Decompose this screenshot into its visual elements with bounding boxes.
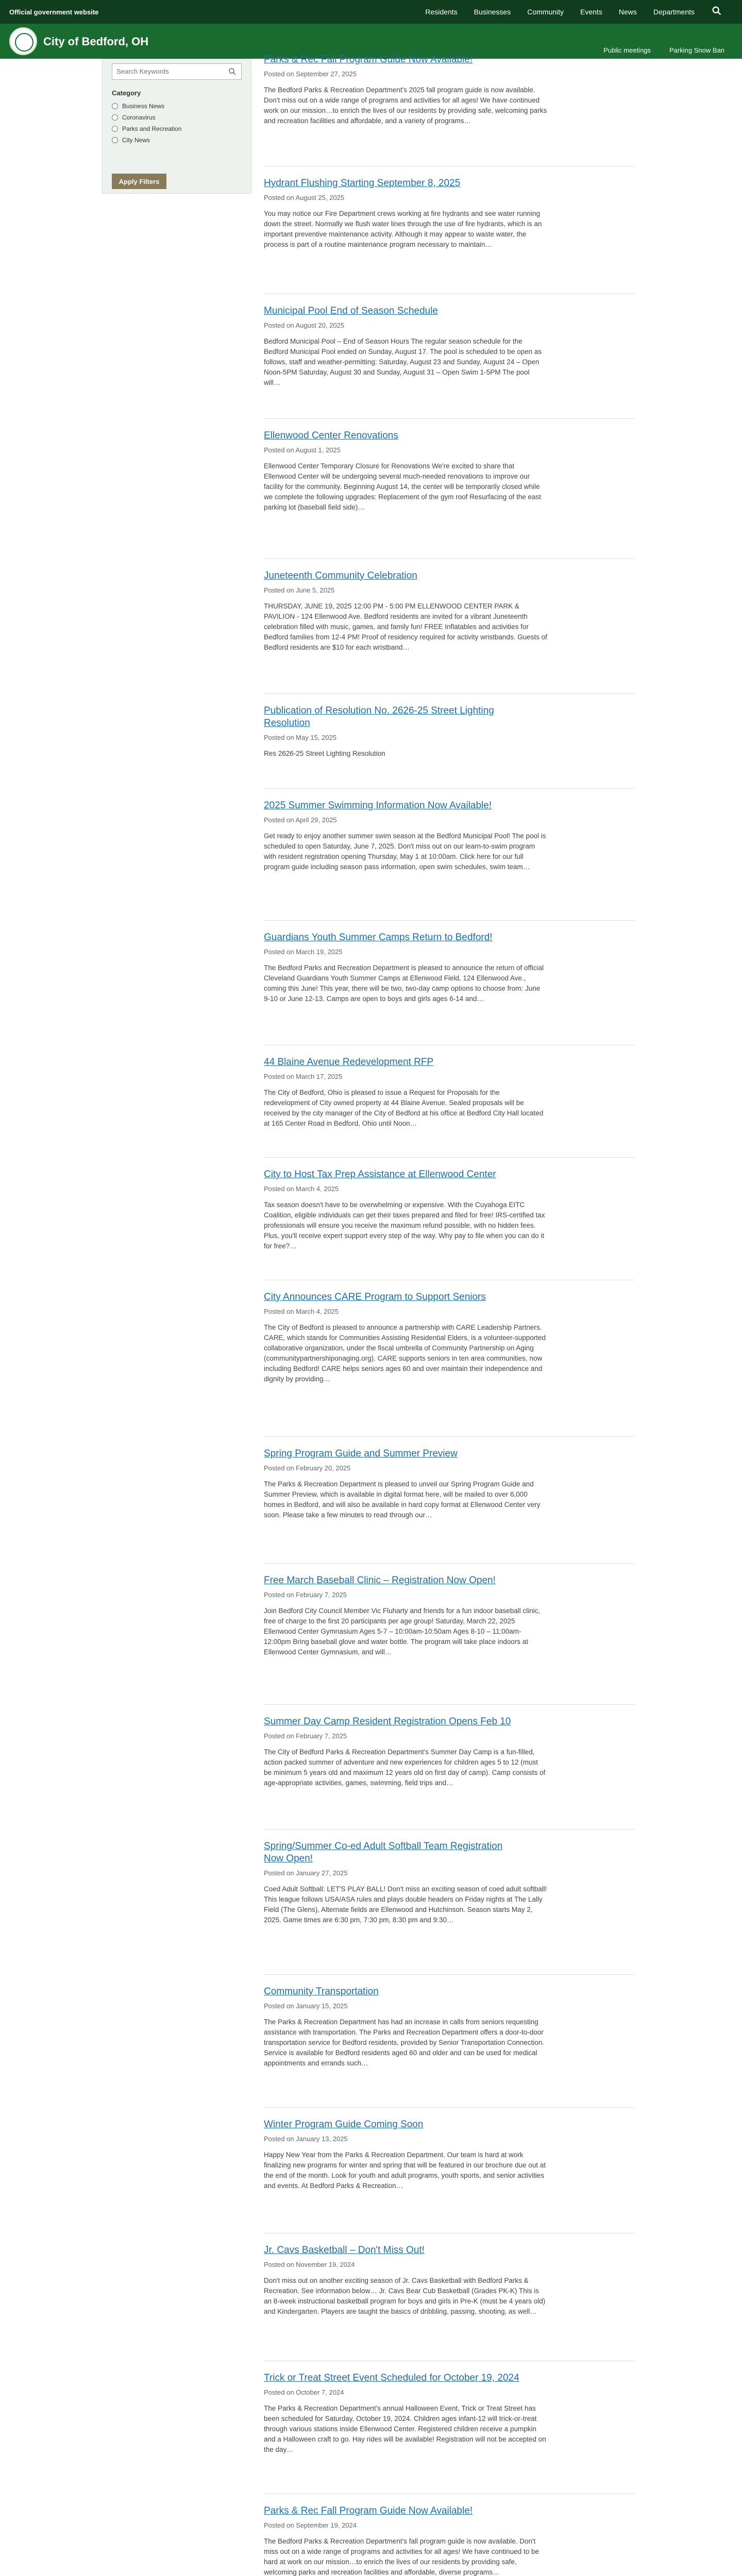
news-title-link[interactable]: Spring Program Guide and Summer Preview xyxy=(264,1448,458,1459)
news-date: Posted on March 4, 2025 xyxy=(264,1308,339,1315)
news-title-link[interactable]: Publication of Resolution No. 2626-25 Street Lighting Resolution xyxy=(264,705,494,728)
news-item xyxy=(264,800,635,872)
radio-icon[interactable] xyxy=(112,103,118,109)
news-title-link[interactable]: City to Host Tax Prep Assistance at Ellenwood Center xyxy=(264,1169,496,1180)
news-divider xyxy=(264,1157,635,1158)
category-option[interactable] xyxy=(112,123,181,134)
news-summary: The Bedford Parks & Recreation Department's 2025 fall program guide is now available. Don't miss out on a wide range of programs and activities for all ages! We have continued work on our mission…to enrich the lives of our residents by providing safe, welcoming parks and recreation facilities and affordable, and a variety of programs… xyxy=(264,86,547,125)
keyword-search xyxy=(112,63,242,80)
news-date: Posted on October 7, 2024 xyxy=(264,2388,344,2396)
news-title-link[interactable]: Winter Program Guide Coming Soon xyxy=(264,2119,424,2130)
news-date: Posted on February 7, 2025 xyxy=(264,1591,347,1599)
utility-links xyxy=(603,46,724,54)
news-divider xyxy=(264,693,635,694)
news-date: Posted on March 19, 2025 xyxy=(264,948,343,956)
news-item xyxy=(264,1716,635,1788)
news-date: Posted on May 15, 2025 xyxy=(264,734,336,741)
news-date: Posted on September 27, 2025 xyxy=(264,70,357,78)
news-item xyxy=(264,1168,635,1251)
radio-icon[interactable] xyxy=(112,114,118,121)
util-link-parking-snow-ban[interactable]: Parking Snow Ban xyxy=(669,46,724,54)
news-summary: The Parks & Recreation Department is pleased to unveil our Spring Program Guide and Summer Preview, which is available in digital format here, will be mailed to over 6,000 homes in Bedford, and will also be available in hard copy format at Ellenwood Center very soon. Please take a few minutes to read through our… xyxy=(264,1480,541,1519)
news-title-link[interactable]: Guardians Youth Summer Camps Return to Bedford! xyxy=(264,932,493,943)
search-icon[interactable] xyxy=(711,5,724,19)
news-divider xyxy=(264,1436,635,1437)
category-list xyxy=(112,100,181,146)
news-summary: Join Bedford City Council Member Vic Fluharty and friends for a fun indoor baseball clinic, free of charge to the first 20 participants per age group! Saturday, March 22, 2025 Ellenwood Center Gymnasium Ages 5-7 – 10:00am-10:50am Ages 8-10 – 11:00am-12:00pm Bring baseball glove and water bottle. The program will take place indoors at Ellenwood Center Gymnasium, and will… xyxy=(264,1607,541,1656)
news-date: Posted on February 7, 2025 xyxy=(264,1732,347,1740)
news-title-link[interactable]: Spring/Summer Co-ed Adult Softball Team Registration Now Open! xyxy=(264,1841,503,1864)
news-title-link[interactable]: Summer Day Camp Resident Registration Opens Feb 10 xyxy=(264,1716,511,1727)
news-title-link[interactable]: Free March Baseball Clinic – Registration Now Open! xyxy=(264,1575,496,1586)
news-date: Posted on January 13, 2025 xyxy=(264,2135,348,2143)
news-summary: Tax season doesn't have to be overwhelming or expensive. With the Cuyahoga EITC Coalition, eligible individuals can get their taxes prepared and filed for free! IRS-certified tax professionals will ensure you receive the maximum refund possible, with no hidden fees. Plus, you'll receive expert support every step of the way. Why pay to file when you can do it for free?… xyxy=(264,1201,545,1250)
news-title-link[interactable]: Parks & Rec Fall Program Guide Now Available! xyxy=(264,54,473,65)
news-divider xyxy=(264,788,635,789)
category-option-label: City News xyxy=(122,137,150,144)
news-summary: The Parks & Recreation Department's annual Halloween Event, Trick or Treat Street has been scheduled for Saturday, October 19, 2024. Children ages infant-12 will trick-or-treat through various stations inside Ellenwood Center. Registered children receive a pumpkin and a Halloween craft to go. Hay rides will be available! Registration will not be accepted on the day… xyxy=(264,2404,546,2453)
nav-community[interactable]: Community xyxy=(527,8,564,16)
search-icon[interactable] xyxy=(228,67,238,77)
news-item xyxy=(264,2372,635,2455)
news-summary: You may notice our Fire Department crews working at fire hydrants and see water running down the street. Normally we flush water lines through the use of fire hydrants, which is an important preventive maintenance activity. Although it may appear to waste water, the process is part of a routine maintenance program necessary to maintain… xyxy=(264,210,542,248)
news-divider xyxy=(264,558,635,559)
news-title-link[interactable]: Parks & Rec Fall Program Guide Now Available! xyxy=(264,2505,473,2516)
news-summary: The City of Bedford Parks & Recreation Department's Summer Day Camp is a fun-filled, action packed summer of adventure and new experiences for children ages 5 to 12 (must be minimum 5 years old and maximum 12 years old on first day of camp). Camp consists of age-appropriate activities, games, swimming, field trips and… xyxy=(264,1748,546,1787)
news-date: Posted on August 25, 2025 xyxy=(264,194,345,201)
news-title-link[interactable]: 2025 Summer Swimming Information Now Available! xyxy=(264,800,492,811)
news-date: Posted on September 19, 2024 xyxy=(264,2521,357,2529)
news-item xyxy=(264,570,635,653)
news-summary: Coed Adult Softball: LET'S PLAY BALL! Don't miss an exciting season of coed adult softball! This league follows USA/ASA rules and plays double headers on Friday nights at The Lally Field (The Glens), Alternate fields are Ellenwood and Hutchinson. Season starts May 2, 2025. Game times are 6:30 pm, 7:30 pm, 8:30 pm and 9:30… xyxy=(264,1885,547,1924)
radio-icon[interactable] xyxy=(112,126,118,132)
news-title-link[interactable]: Hydrant Flushing Starting September 8, 2025 xyxy=(264,178,461,189)
news-date: Posted on March 4, 2025 xyxy=(264,1185,339,1193)
news-summary: Get ready to enjoy another summer swim season at the Bedford Municipal Pool! The pool is scheduled to open Saturday, June 7, 2025. Don't miss out on our learn-to-swim program with resident registration opening Thursday, May 1 at 10:00am. Click here for our full program guide including season pass information, open swim schedules, swim team… xyxy=(264,832,546,871)
util-link-public-meetings[interactable]: Public meetings xyxy=(603,46,651,54)
news-item xyxy=(264,931,635,1004)
news-item xyxy=(264,2244,635,2317)
news-divider xyxy=(264,418,635,419)
news-date: Posted on January 27, 2025 xyxy=(264,1869,348,1877)
news-item xyxy=(264,1291,635,1384)
news-summary: Ellenwood Center Temporary Closure for Renovations We're excited to share that Ellenwood Center will be undergoing several much-needed renovations to improve our facility for the community. Beginning August 14, the center will be temporarily closed while we complete the following upgrades: Replacement of the gym roof Resurfacing of the east parking lot (baseball field side)… xyxy=(264,462,542,511)
news-divider xyxy=(264,1563,635,1564)
category-option-label: Coronavirus xyxy=(122,114,156,121)
news-summary: The Parks & Recreation Department has had an increase in calls from seniors requesting assistance with transportation. The Parks and Recreation Department offers a door-to-door transportation service for Bedford residents, provided by Senior Transportation Connection. Service is available for Bedford residents aged 60 and older and can be used for medical appointments and errands such… xyxy=(264,2018,545,2067)
filter-sidebar xyxy=(102,59,251,194)
news-item xyxy=(264,54,635,126)
news-title-link[interactable]: Ellenwood Center Renovations xyxy=(264,430,398,441)
news-summary: The City of Bedford, Ohio is pleased to issue a Request for Proposals for the redevelopment of City owned property at 44 Blaine Avenue. Sealed proposals will be received by the city manager of the City of Bedford at his office at Bedford City Hall located at 165 Center Road in Bedford, Ohio until Noon… xyxy=(264,1089,544,1127)
radio-icon[interactable] xyxy=(112,137,118,143)
news-title-link[interactable]: City Announces CARE Program to Support Seniors xyxy=(264,1292,486,1302)
apply-filters-button[interactable]: Apply Filters xyxy=(112,174,166,189)
category-label: Category xyxy=(112,89,141,97)
category-option[interactable] xyxy=(112,112,181,123)
news-divider xyxy=(264,920,635,921)
news-item xyxy=(264,2505,635,2576)
news-summary: The Bedford Parks and Recreation Department is pleased to announce the return of official Cleveland Guardians Youth Summer Camps at Ellenwood Field, 124 Ellenwood Ave., coming this June! This year, there will be two, two-day camp options to choose from: June 9-10 or June 12-13. Camps are open to boys and girls ages 6-14 and… xyxy=(264,964,544,1003)
news-item xyxy=(264,705,635,759)
news-item xyxy=(264,1840,635,1925)
news-title-link[interactable]: Juneteenth Community Celebration xyxy=(264,570,417,581)
news-date: Posted on February 20, 2025 xyxy=(264,1464,351,1472)
news-summary: The Bedford Parks & Recreation Department's fall program guide is now available. Don't miss out on a wide range of programs and activities for all ages! We have continued to be hard at work on our mission…to enrich the lives of our residents by providing safe, welcoming parks and recreation facilities and affordable, diverse programs… xyxy=(264,2537,539,2576)
category-option-label: Parks and Recreation xyxy=(122,125,182,132)
news-summary: The City of Bedford is pleased to announce a partnership with CARE Leadership Partners. CARE, which stands for Communities Assisting Residential Elders, is a volunteer-supported collaborative organization, under the fiscal umbrella of Community Partnership on Aging (communitypartnershiponaging.org). CARE supports seniors in ten area communities, now including Bedford! CARE helps seniors ages 60 and over maintain their independence and dignity by providing… xyxy=(264,1324,546,1383)
category-option[interactable] xyxy=(112,134,181,146)
nav-events[interactable]: Events xyxy=(580,8,602,16)
news-item xyxy=(264,430,635,513)
news-date: Posted on June 5, 2025 xyxy=(264,586,335,594)
news-item xyxy=(264,305,635,388)
category-option[interactable] xyxy=(112,100,181,112)
news-date: Posted on January 15, 2025 xyxy=(264,2002,348,2010)
news-title-link[interactable]: Trick or Treat Street Event Scheduled for October 19, 2024 xyxy=(264,2372,519,2383)
news-item xyxy=(264,1056,635,1129)
city-seal-logo[interactable] xyxy=(9,27,37,55)
news-title-link[interactable]: Jr. Cavs Basketball – Don't Miss Out! xyxy=(264,2245,425,2256)
nav-residents[interactable]: Residents xyxy=(425,8,458,16)
primary-nav xyxy=(418,0,702,24)
news-date: Posted on August 1, 2025 xyxy=(264,446,341,454)
gov-banner-text: Official government website xyxy=(9,8,99,16)
news-date: Posted on November 19, 2024 xyxy=(264,2261,355,2268)
news-date: Posted on August 20, 2025 xyxy=(264,321,345,329)
news-summary: Don't miss out on another exciting season of Jr. Cavs Basketball with Bedford Parks & Recreation. See information below… Jr. Cavs Bear Cub Basketball (Grades PK-K) This is an 8-week instructional basketball program for boys and girls in Pre-K (must be 4 years old) and Kindergarten. Players are taught the basics of dribbling, passing, shooting, as well… xyxy=(264,2277,546,2315)
news-title-link[interactable]: Community Transportation xyxy=(264,1986,379,1997)
news-summary: Happy New Year from the Parks & Recreation Department. Our team is hard at work finalizing new programs for winter and spring that will be featured in our brochure due out at the end of the month. Look for youth and adult programs, youth sports, and senior activities and events. At Bedford Parks & Recreation… xyxy=(264,2151,546,2190)
news-item xyxy=(264,177,635,250)
news-item xyxy=(264,1986,635,2069)
news-item xyxy=(264,1574,635,1657)
news-divider xyxy=(264,1704,635,1705)
news-divider xyxy=(264,1974,635,1975)
nav-departments[interactable]: Departments xyxy=(653,8,695,16)
news-summary: THURSDAY, JUNE 19, 2025 12:00 PM - 5:00 PM ELLENWOOD CENTER PARK & PAVILION - 124 Ellenwood Ave. Bedford residents are invited for a vibrant Juneteenth celebration filled with music, games, and family fun! FREE Inflatables and activities for Bedford families from 12-4 PM! Proof of residency required for activity wristbands. Guests of Bedford residents are $10 for each wristband… xyxy=(264,602,547,651)
news-title-link[interactable]: 44 Blaine Avenue Redevelopment RFP xyxy=(264,1057,434,1067)
news-item xyxy=(264,1448,635,1520)
news-divider xyxy=(264,2107,635,2108)
nav-businesses[interactable]: Businesses xyxy=(474,8,511,16)
site-name[interactable]: City of Bedford, OH xyxy=(43,35,149,48)
keyword-search-input[interactable] xyxy=(116,67,223,75)
news-summary: Bedford Municipal Pool – End of Season Hours The regular season schedule for the Bedford Municipal Pool ended on Sunday, August 17. The pool is scheduled to be open as follows, staff and weather-permitting: Saturday, August 23 and Sunday, August 24 – Open Noon-5PM Saturday, August 30 and Sunday, August 31 – Open Swim 1-5PM The pool will… xyxy=(264,337,542,386)
news-title-link[interactable]: Municipal Pool End of Season Schedule xyxy=(264,306,439,316)
category-option-label: Business News xyxy=(122,103,165,110)
news-date: Posted on March 17, 2025 xyxy=(264,1073,343,1080)
news-summary: Res 2626-25 Street Lighting Resolution xyxy=(264,750,385,757)
news-date: Posted on April 29, 2025 xyxy=(264,816,337,824)
nav-news[interactable]: News xyxy=(612,3,644,21)
news-item xyxy=(264,2119,635,2191)
